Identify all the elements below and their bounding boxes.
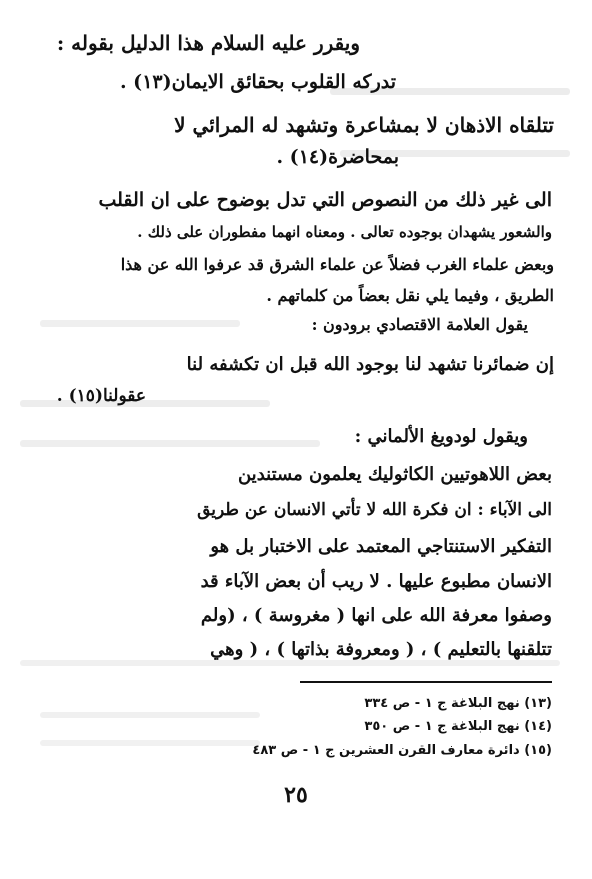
footnote-13: (١٣) نهج البلاغة ج ١ - ص ٣٣٤: [364, 696, 552, 711]
text-line: وصفوا معرفة الله على انها ( مغروسة ) ، (ولم: [200, 605, 552, 626]
page-number: ٢٥: [284, 782, 308, 808]
bleed-through-mark: [40, 320, 240, 327]
text-line: تتلقاه الاذهان لا بمشاعرة وتشهد له المرائي لا: [174, 113, 554, 137]
text-line: بمحاضرة(١٤) .: [276, 146, 399, 168]
text-line: التفكير الاستنتاجي المعتمد على الاختبار بل هو: [210, 536, 552, 557]
text-line: تدركه القلوب بحقائق الايمان(١٣) .: [119, 71, 396, 93]
text-line: عقولنا(١٥) .: [56, 386, 146, 406]
bleed-through-mark: [20, 660, 560, 666]
text-line: الطريق ، وفيما يلي نقل بعضاً من كلماتهم .: [266, 286, 554, 305]
footnote-15: (١٥) دائرة معارف القرن العشرين ج ١ - ص ٤٨٣: [252, 743, 552, 758]
text-line: تتلقنها بالتعليم ) ، ( ومعروفة بذاتها ) ، ( وهي: [210, 639, 552, 660]
text-line: يقول العلامة الاقتصادي برودون :: [311, 315, 528, 334]
text-line: ويقول لودويغ الألماني :: [354, 426, 528, 447]
footnote-separator: [300, 681, 552, 683]
text-line: ويقرر عليه السلام هذا الدليل بقوله :: [56, 31, 360, 55]
bleed-through-mark: [20, 440, 320, 447]
text-line: بعض اللاهوتيين الكاثوليك يعلمون مستندين: [237, 464, 552, 485]
text-line: وبعض علماء الغرب فضلاً عن علماء الشرق قد عرفوا الله عن هذا: [120, 255, 554, 274]
text-line: الى غير ذلك من النصوص التي تدل بوضوح على ان القلب: [98, 189, 552, 211]
text-line: الانسان مطبوع عليها . لا ريب أن بعض الآباء قد: [200, 571, 552, 592]
text-line: والشعور يشهدان بوجوده تعالى . ومعناه انهما مفطوران على ذلك .: [137, 223, 552, 241]
text-line: الى الآباء : ان فكرة الله لا تأتي الانسان عن طريق: [197, 500, 552, 520]
bleed-through-mark: [40, 712, 260, 718]
text-line: إن ضمائرنا تشهد لنا بوجود الله قبل ان تكشفه لنا: [186, 354, 554, 375]
bleed-through-mark: [40, 740, 260, 746]
footnote-14: (١٤) نهج البلاغة ج ١ - ص ٣٥٠: [364, 719, 552, 734]
